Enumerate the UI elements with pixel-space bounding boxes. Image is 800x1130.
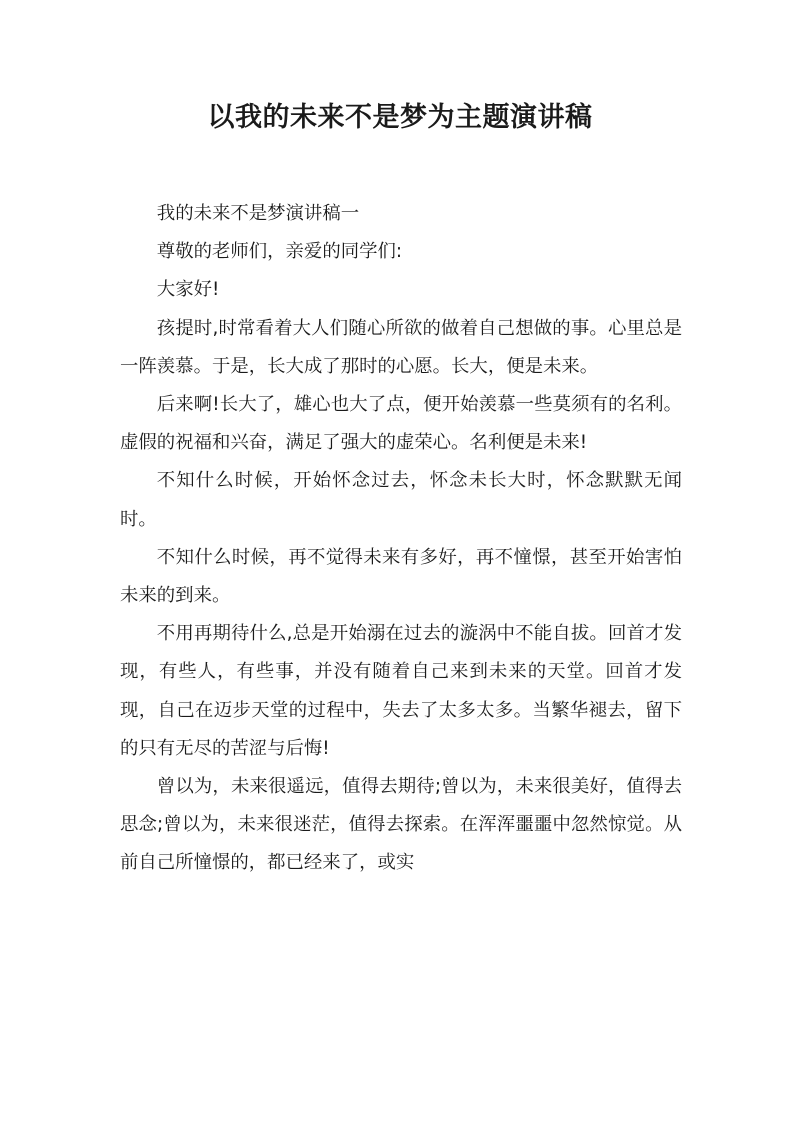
paragraph: 不用再期待什么,总是开始溺在过去的漩涡中不能自拔。回首才发现，有些人，有些事，并没有随着自己来到未来的天堂。回首才发现，自己在迈步天堂的过程中，失去了太多太多。当繁华褪去，留下的只有无尽的苦涩与后悔! [120, 623, 682, 759]
paragraph: 不知什么时候，再不觉得未来有多好，再不憧憬，甚至开始害怕未来的到来。 [120, 546, 682, 607]
paragraph-salutation: 尊敬的老师们，亲爱的同学们: [156, 241, 403, 263]
paragraph: 不知什么时候，开始怀念过去，怀念未长大时，怀念默默无闻时。 [120, 470, 682, 530]
paragraph-greeting: 大家好! [156, 279, 220, 301]
document-title: 以我的未来不是梦为主题演讲稿 [207, 102, 593, 133]
paragraph: 孩提时,时常看着大人们随心所欲的做着自己想做的事。心里总是一阵羡慕。于是，长大成了那时的心愿。长大，便是未来。 [120, 317, 682, 377]
paragraph: 曾以为，未来很遥远，值得去期待;曾以为，未来很美好，值得去思念;曾以为，未来很迷茫，值得去探索。在浑浑噩噩中忽然惊觉。从前自己所憧憬的，都已经来了，或实 [120, 776, 682, 874]
paragraph-heading: 我的未来不是梦演讲稿一 [156, 203, 360, 224]
document-body [120, 195, 682, 883]
paragraph: 后来啊!长大了，雄心也大了点，便开始羡慕一些莫须有的名利。虚假的祝福和兴奋，满足了强大的虚荣心。名利便是未来! [120, 394, 682, 454]
